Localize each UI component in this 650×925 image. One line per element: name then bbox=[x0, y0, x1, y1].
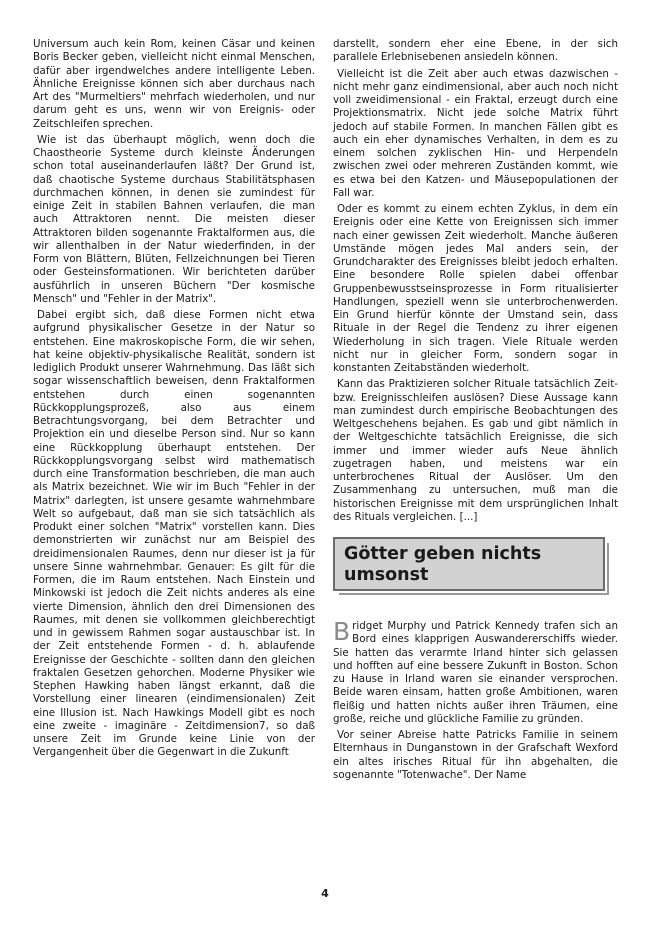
body-paragraph: Dabei ergibt sich, daß diese Formen nicht etwa aufgrund physikalischer Gesetze in der Natur so entstehen. Eine makroskopische Form, die wir sehen, hat keine objektiv-physikalische Realität, sondern ist lediglich Produkt unserer Wahrnehmung. Das läßt sich sogar wissenschaftlich beweisen, denn Fraktalformen entstehen durch einen sogenannten Rückkopplungsprozeß, also aus einem Betrachtungsvorgang, bei dem Betrachter und Projektion ein und dieselbe Person sind. Nur so kann eine Rückkopplung überhaupt entstehen. Der Rückkopplungsvorgang selbst wird mathematisch durch eine Transformation beschrieben, die man auch als Matrix bezeichnet. Wie wir im Buch "Fehler in der Matrix" darlegten, ist unsere gesamte wahrnehmbare Welt so aufgebaut, daß man sie sich tatsächlich als Produkt einer solchen "Matrix" vorstellen kann. Dies demonstrierten wir zunächst nur am Beispiel des dreidimensionalen Raumes, denn nur dieser ist ja für unsere Sinne wahrnehmbar. Genauer: Es gilt für die Formen, die im Raum entstehen. Nach Einstein und Minkowski ist jedoch die Zeit nichts anderes als eine vierte Dimension, ähnlich den drei Dimensionen des Raumes, mit denen sie vollkommen gleichberechtigt und in gewissem Rahmen sogar austauschbar ist. In der Zeit entstehende Formen - d. h. ablaufende Ereignisse der Geschichte - sollten dann den gleichen fraktalen Gesetzen gehorchen. Moderne Physiker wie Stephen Hawking haben längst erkannt, daß die Vorstellung einer linearen (eindimensionalen) Zeit eine Illusion ist. Nach Hawkings Modell gibt es noch eine zweite - imaginäre - Zeitdimension7, so daß unsere Zeit im Grunde keine Linie von der Vergangenheit über die Gegenwart in die Zukunft bbox=[33, 309, 315, 759]
body-paragraph: Vielleicht ist die Zeit aber auch etwas dazwischen - nicht mehr ganz eindimensional, aber auch noch nicht voll zweidimensional - ein Fraktal, erzeugt durch eine Projektionsmatrix. Nicht jede solche Matrix führt jedoch auf stabile Formen. In manchen Fällen gibt es auch ein eher dynamisches Verhalten, in dem es zu einem solchen zyklischen Hin- und Herpendeln zwischen zwei oder mehreren Zuständen kommt, wie es etwa bei den Katzen- und Mäusepopulationen der Fall war. bbox=[333, 67, 618, 199]
body-paragraph: darstellt, sondern eher eine Ebene, in der sich parallele Erlebnisebenen ansiedeln können. bbox=[333, 38, 618, 64]
article-first-paragraph bbox=[333, 617, 618, 726]
article-body bbox=[333, 617, 618, 782]
article-paragraph: Vor seiner Abreise hatte Patricks Familie in seinem Elternhaus in Dunganstown in der Grafschaft Wexford ein altes irisches Ritual für ihn abgehalten, die sogenannte "Totenwache". Der Name bbox=[333, 729, 618, 781]
left-column bbox=[33, 38, 315, 763]
body-paragraph: Kann das Praktizieren solcher Rituale tatsächlich Zeit- bzw. Ereignisschleifen auslösen? Diese Aussage kann man zumindest durch empirische Beobachtungen des Weltgeschehens bejahen. Es gab und gibt nämlich in der Weltgeschichte tatsächlich Ereignisse, die sich immer und immer wieder aufs Neue ähnlich zugetragen haben, und meistens war ein unterbrochenes Ritual der Auslöser. Um den Zusammenhang zu untersuchen, muß man die historischen Ereignisse mit dem ursprünglichen Inhalt des Rituals vergleichen. [...] bbox=[333, 378, 618, 523]
body-paragraph: Wie ist das überhaupt möglich, wenn doch die Chaostheorie Systeme durch kleinste Änderungen schon total auseinanderlaufen läßt? Der Grund ist, daß chaotische Systeme durchaus Stabilitätsphasen durchmachen können, in denen sie zumindest für einige Zeit in stabilen Bahnen verlaufen, die man auch Attraktoren nennt. Die meisten dieser Attraktoren bilden sogenannte Fraktalformen aus, die wir allenthalben in der Natur wiederfinden, in der Form von Blättern, Blüten, Fellzeichnungen bei Tieren oder Gesteinsformationen. Wir berichteten darüber ausführlich in unseren Büchern "Der kosmische Mensch" und "Fehler in der Matrix". bbox=[33, 133, 315, 305]
body-paragraph: Universum auch kein Rom, keinen Cäsar und keinen Boris Becker geben, vielleicht nicht einmal Menschen, dafür aber irgendwelches andere intelligente Leben. Ähnliche Ereignisse können sich aber durchaus nach Art des "Murmeltiers" mehrfach wiederholen, und nur darum geht es uns, wenn wir von Ereignis- oder Zeitschleifen sprechen. bbox=[33, 38, 315, 130]
article-first-paragraph-text: ridget Murphy und Patrick Kennedy trafen sich an Bord eines klapprigen Auswandererschiffs wieder. Sie hatten das verarmte Irland hinter sich gelassen und hofften auf eine bessere Zukunft in Boston. Schon zu Hause in Irland waren sie einander versprochen. Beide waren einsam, hatten große Ambitionen, waren fleißig und hatten nichts außer ihren Träumen, eine große, reiche und glückliche Familie zu gründen. bbox=[333, 620, 618, 725]
page-number: 4 bbox=[321, 887, 329, 900]
right-column bbox=[333, 38, 618, 785]
body-paragraph: Oder es kommt zu einem echten Zyklus, in dem ein Ereignis oder eine Kette von Ereignissen sich immer nach einer gewissen Zeit wiederholt. Manche äußeren Umstände mögen jedes Mal anders sein, der Grundcharakter des Ereignisses bleibt jedoch erhalten. Eine besondere Rolle spielen dabei offenbar Gruppenbewusstseinsprozesse in Form ritualisierter Handlungen, speziell wenn sie unterbrochenwerden. Ein Grund hierfür könnte der Umstand sein, dass Rituale in der Regel die Tendenz zu ihrer eigenen Wiederholung in sich tragen. Viele Rituale werden nicht nur in gleicher Form, sondern sogar in konstanten Zeitabständen wiederholt. bbox=[333, 203, 618, 374]
drop-cap: B bbox=[333, 617, 351, 646]
article-headline-box bbox=[333, 537, 605, 591]
article-headline: Götter geben nichts umsonst bbox=[344, 544, 542, 585]
